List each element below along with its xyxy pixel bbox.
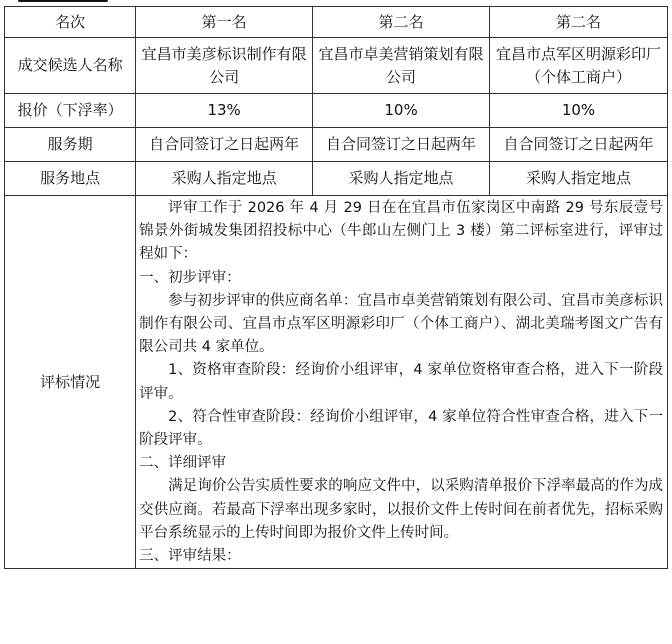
detailed-review-text: 满足询价公告实质性要求的响应文件中，以采购清单报价下浮率最高的作为成交供应商。若最高下浮率出现多家时，以报价文件上传时间在前者优先，招标采购平台系统显示的上传时间即为报价文件上传时间。 (139, 478, 663, 541)
preliminary-review-text: 参与初步评审的供应商名单：宜昌市卓美营销策划有限公司、宜昌市美彦标识制作有限公司、宜昌市点军区明源彩印厂（个体工商户）、湖北美瑞考图文广告有限公司共 4 家单位。 (139, 292, 663, 356)
service-period-label: 服务期 (5, 128, 136, 162)
evaluation-row (5, 196, 668, 569)
header-row (5, 7, 668, 38)
service-location-label: 服务地点 (5, 162, 136, 196)
first-place-header: 第一名 (136, 7, 313, 38)
cut-off-heading-fragment (18, 0, 108, 2)
quote-label: 报价（下浮率） (5, 94, 136, 128)
second-place-header: 第二名 (313, 7, 490, 38)
quote-second: 10% (313, 94, 490, 128)
service-period-first: 自合同签订之日起两年 (136, 128, 313, 162)
evaluation-intro: 评审工作于 2026 年 4 月 29 日在在宜昌市伍家岗区中南路 29 号东辰壹号锦景外街城发集团招投标中心（牛郎山左侧门上 3 楼）第二评标室进行，评审过程如下： (139, 200, 663, 263)
service-location-row (5, 162, 668, 196)
candidate-first: 宜昌市美彦标识制作有限公司 (136, 38, 313, 94)
quote-third: 10% (490, 94, 668, 128)
result-table (4, 6, 668, 569)
service-period-row (5, 128, 668, 162)
candidate-second: 宜昌市卓美营销策划有限公司 (313, 38, 490, 94)
third-place-header: 第二名 (490, 7, 668, 38)
service-period-third: 自合同签订之日起两年 (490, 128, 668, 162)
evaluation-label: 评标情况 (5, 196, 136, 569)
service-location-first: 采购人指定地点 (136, 162, 313, 196)
candidate-label: 成交候选人名称 (5, 38, 136, 94)
review-result-heading: 三、评审结果： (139, 548, 241, 565)
detailed-review-heading: 二、详细评审 (139, 455, 227, 472)
quote-row (5, 94, 668, 128)
candidate-row (5, 38, 668, 94)
candidate-third: 宜昌市点军区明源彩印厂（个体工商户） (490, 38, 668, 94)
service-period-second: 自合同签订之日起两年 (313, 128, 490, 162)
rank-header-cell: 名次 (5, 7, 136, 38)
evaluation-content (136, 196, 668, 569)
service-location-second: 采购人指定地点 (313, 162, 490, 196)
preliminary-review-heading: 一、初步评审： (139, 269, 241, 286)
quote-first: 13% (136, 94, 313, 128)
compliance-review-text: 2、符合性审查阶段：经询价小组评审，4 家单位符合性审查合格，进入下一阶段评审。 (139, 408, 663, 449)
qualification-review-text: 1、资格审查阶段：经询价小组评审，4 家单位资格审查合格，进入下一阶段评审。 (139, 362, 663, 402)
service-location-third: 采购人指定地点 (490, 162, 668, 196)
